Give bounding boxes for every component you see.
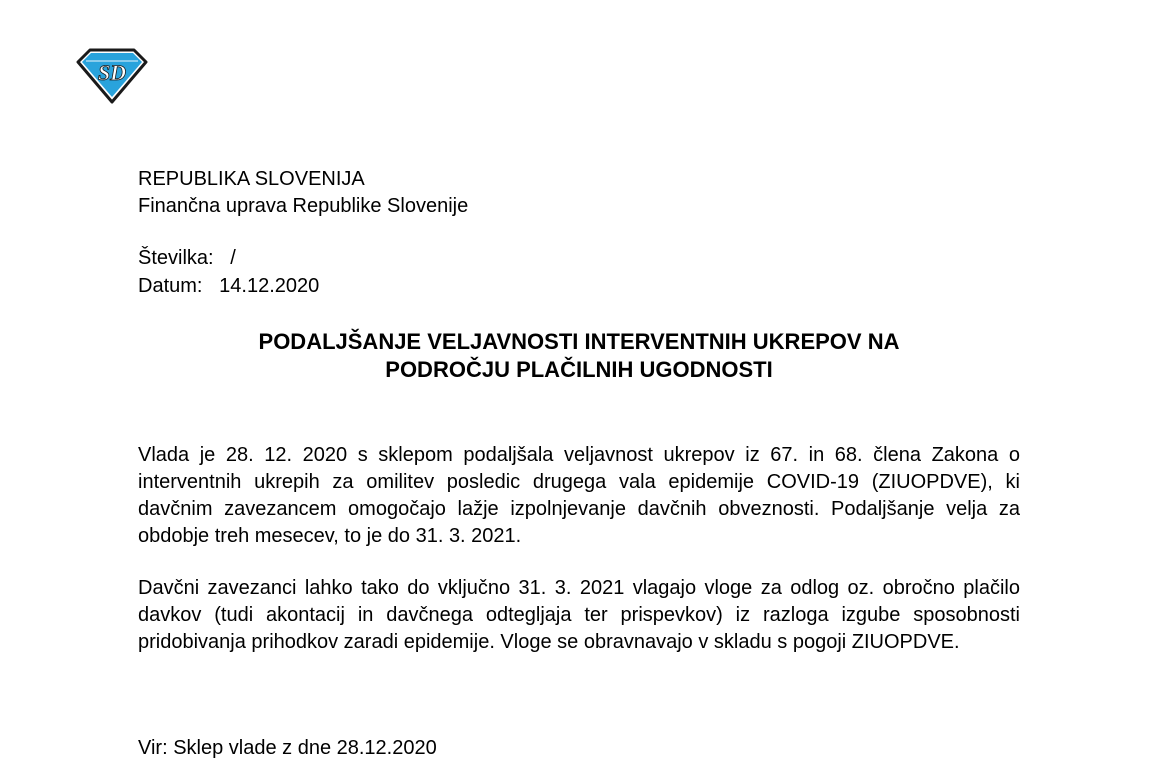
number-row bbox=[138, 244, 319, 272]
title-line-2: PODROČJU PLAČILNIH UGODNOSTI bbox=[385, 357, 773, 382]
authority-name: Finančna uprava Republike Slovenije bbox=[138, 195, 469, 217]
source-line: Vir: Sklep vlade z dne 28.12.2020 bbox=[138, 737, 437, 759]
body-paragraph-2: Davčni zavezanci lahko tako do vključno 31. 3. 2021 vlagajo vloge za odlog oz. obročno plačilo davkov (tudi akontacij in davčnega odtegljaja ter prispevkov) iz razloga izgube sposobnosti pridobivanja prihodkov zaradi epidemije. Vloge se obravnavajo v skladu s pogoji ZIUOPDVE. bbox=[138, 577, 1020, 653]
body-paragraph-1: Vlada je 28. 12. 2020 s sklepom podaljšala veljavnost ukrepov iz 67. in 68. člena Zakona o interventnih ukrepih za omilitev posledic drugega vala epidemije COVID-19 (ZIUOPDVE), ki davčnim zavezancem omogočajo lažje izpolnjevanje davčnih obveznosti. Podaljšanje velja za obdobje treh mesecev, to je do 31. 3. 2021. bbox=[138, 444, 1020, 547]
document-header bbox=[138, 166, 468, 220]
document-meta bbox=[138, 244, 319, 300]
country-name: REPUBLIKA SLOVENIJA bbox=[138, 168, 365, 190]
date-label: Datum: bbox=[138, 275, 203, 297]
shield-logo-icon bbox=[76, 46, 148, 106]
date-value: 14.12.2020 bbox=[219, 275, 320, 297]
document-title bbox=[138, 328, 1020, 384]
number-value: / bbox=[230, 247, 236, 269]
logo-text: SD bbox=[97, 60, 127, 85]
number-label: Številka: bbox=[138, 247, 214, 269]
title-line-1: PODALJŠANJE VELJAVNOSTI INTERVENTNIH UKREPOV NA bbox=[258, 329, 900, 354]
date-row bbox=[138, 272, 319, 300]
